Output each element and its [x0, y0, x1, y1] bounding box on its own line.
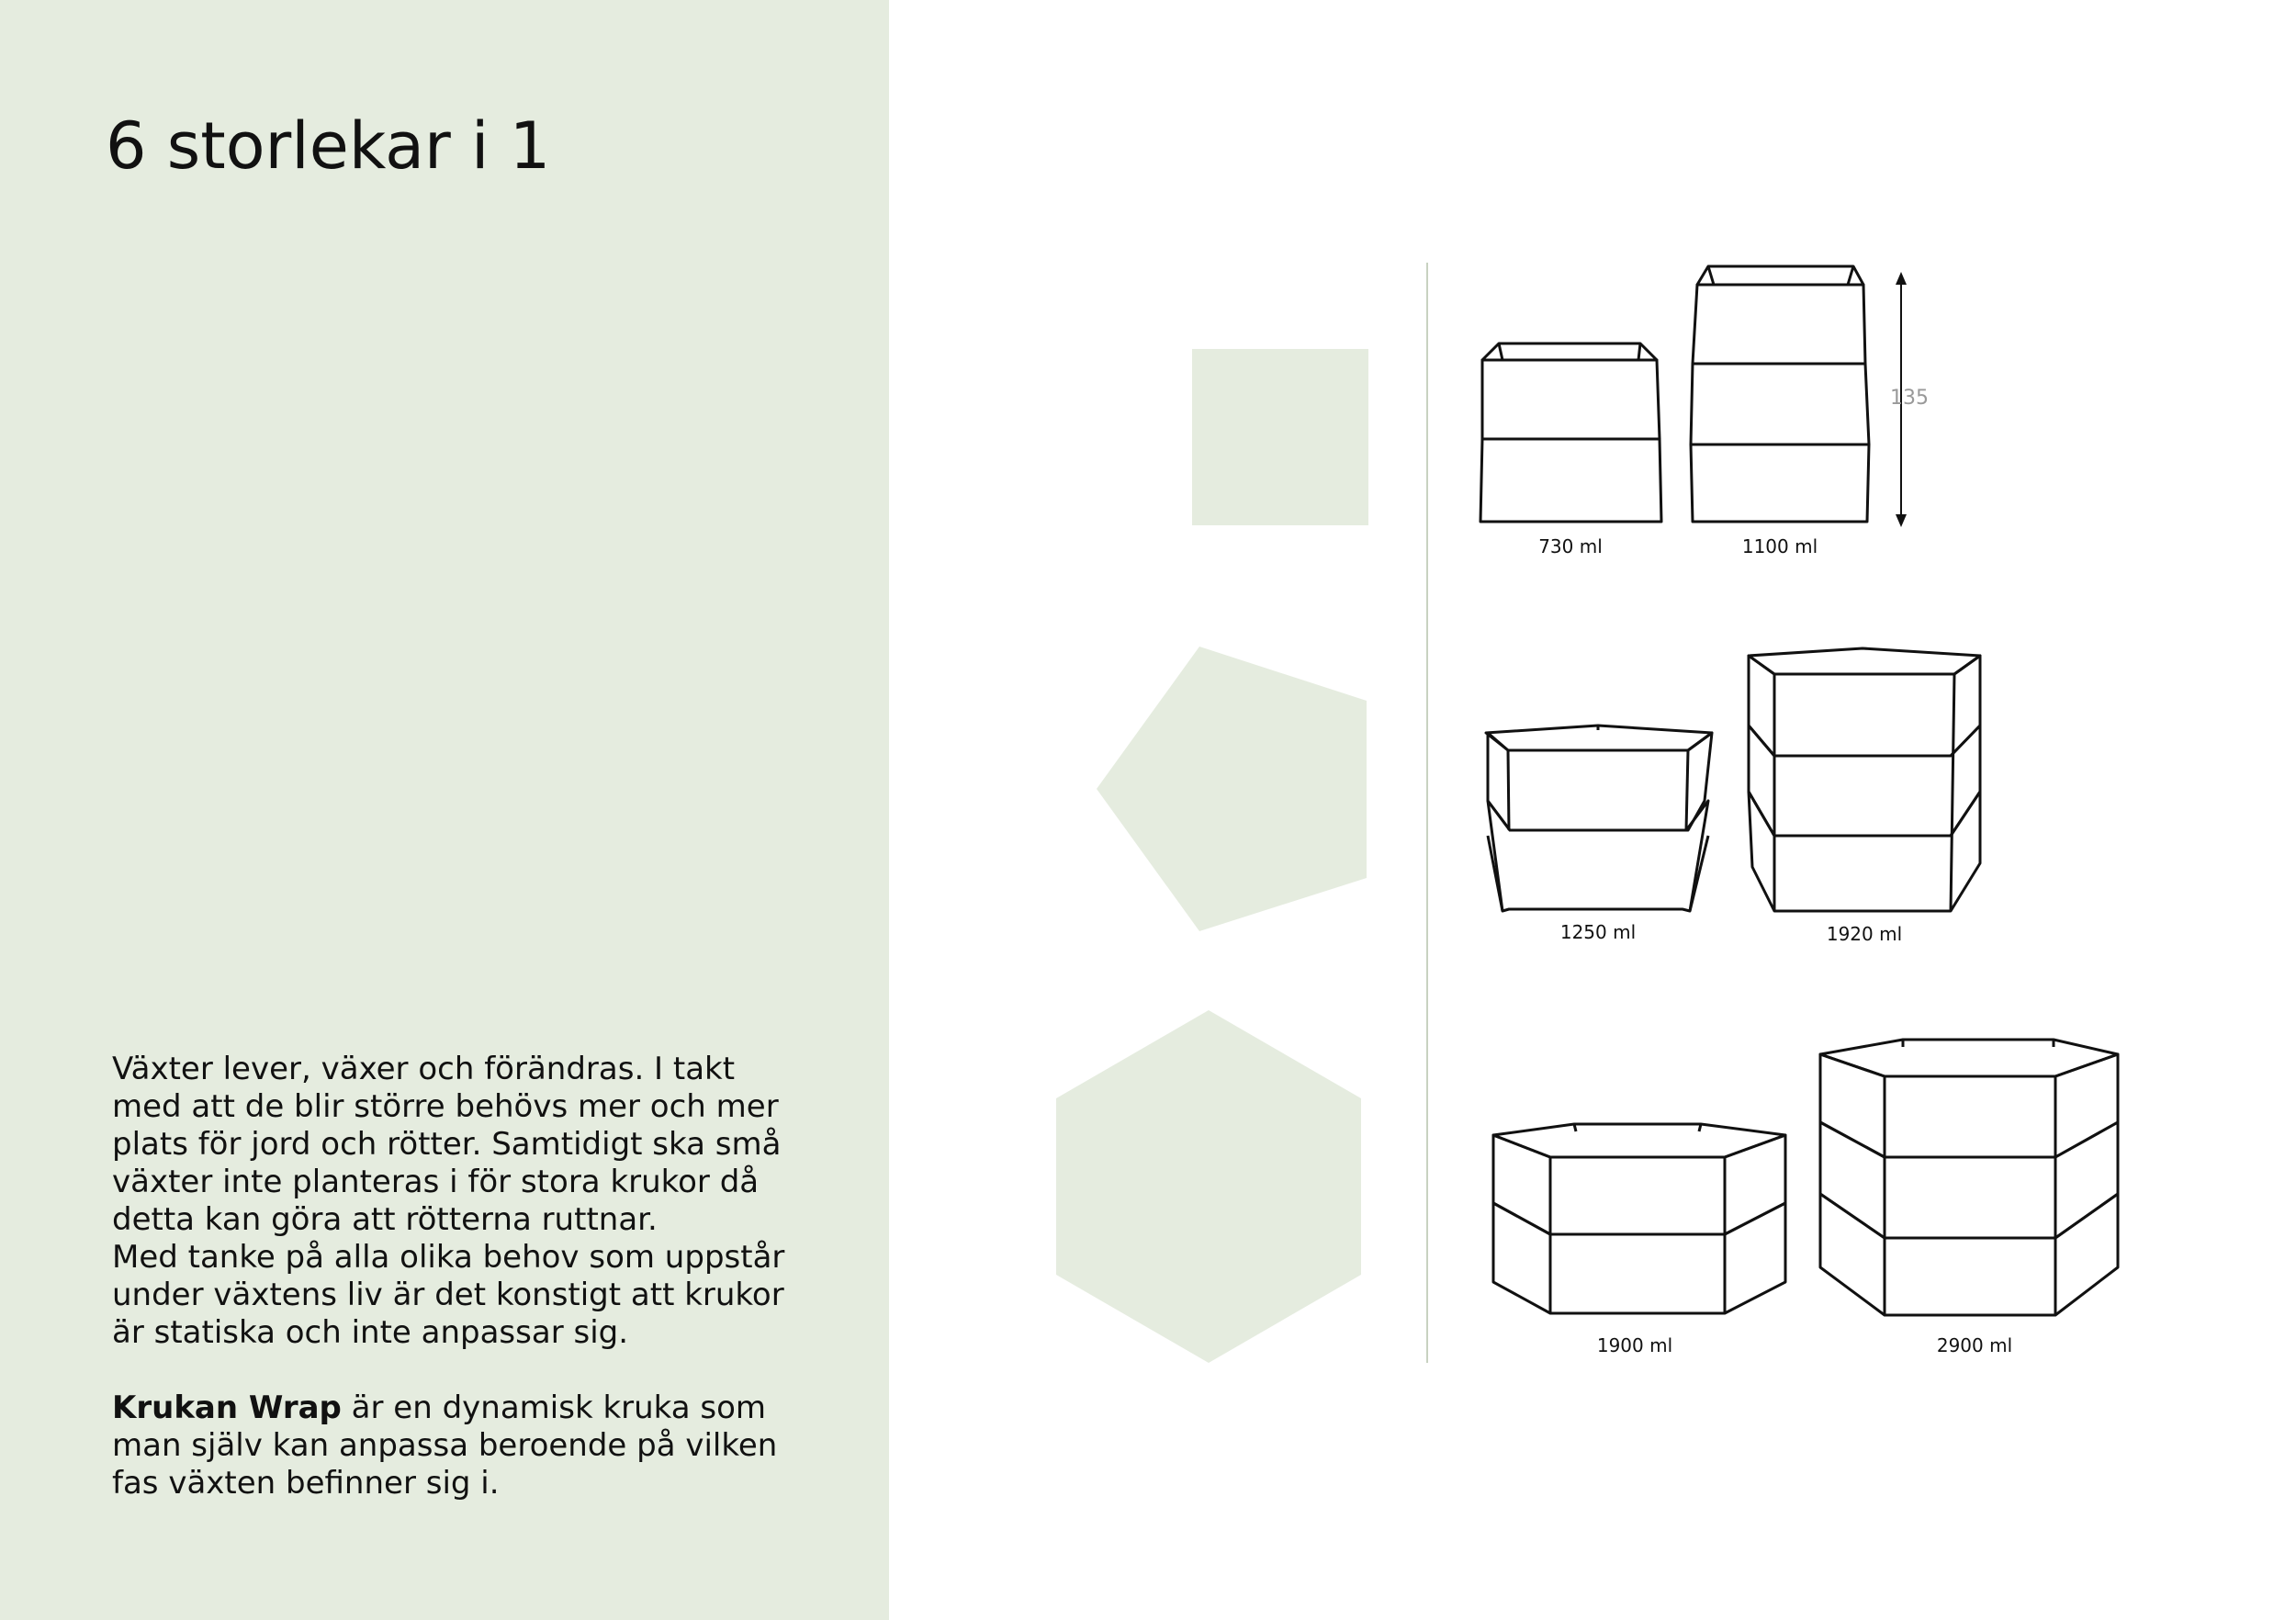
square-shape	[1192, 349, 1368, 525]
page-title: 6 storlekar i 1	[106, 108, 551, 184]
dimension-indicator	[1890, 272, 1929, 527]
pot-hexagon-1900	[1493, 1124, 1785, 1313]
product-name: Krukan Wrap	[112, 1389, 342, 1426]
pot-pentagon-1920	[1749, 648, 1980, 911]
pot-hexagon-2900	[1820, 1040, 2118, 1315]
caption-2900: 2900 ml	[1936, 1334, 2013, 1356]
pot-square-1100	[1691, 266, 1869, 522]
caption-730: 730 ml	[1538, 535, 1603, 557]
body-paragraph-rest: är en dynamisk kruka som man själv kan anpassa beroende på vilken fas växten befinner sig i.	[112, 1389, 778, 1502]
caption-1250: 1250 ml	[1559, 921, 1637, 943]
dimension-label: 135	[1890, 387, 1929, 410]
body-paragraph: Med tanke på alla olika behov som uppstår under växtens liv är det konstigt att krukor är statiska och inte anpassar sig.	[112, 1239, 785, 1351]
pot-square-730	[1480, 343, 1661, 522]
caption-1100: 1100 ml	[1741, 535, 1818, 557]
pentagon-shape	[1097, 647, 1367, 931]
caption-1900: 1900 ml	[1596, 1334, 1673, 1356]
hexagon-shape	[1056, 1010, 1361, 1363]
body-paragraph: Växter lever, växer och förändras. I takt med att de blir större behövs mer och mer plats för jord och rötter. Samtidigt ska små växter inte planteras i för stora krukor då detta kan göra att rötterna ruttnar.	[112, 1051, 782, 1238]
pot-pentagon-1250	[1486, 726, 1712, 911]
caption-1920: 1920 ml	[1826, 923, 1903, 945]
